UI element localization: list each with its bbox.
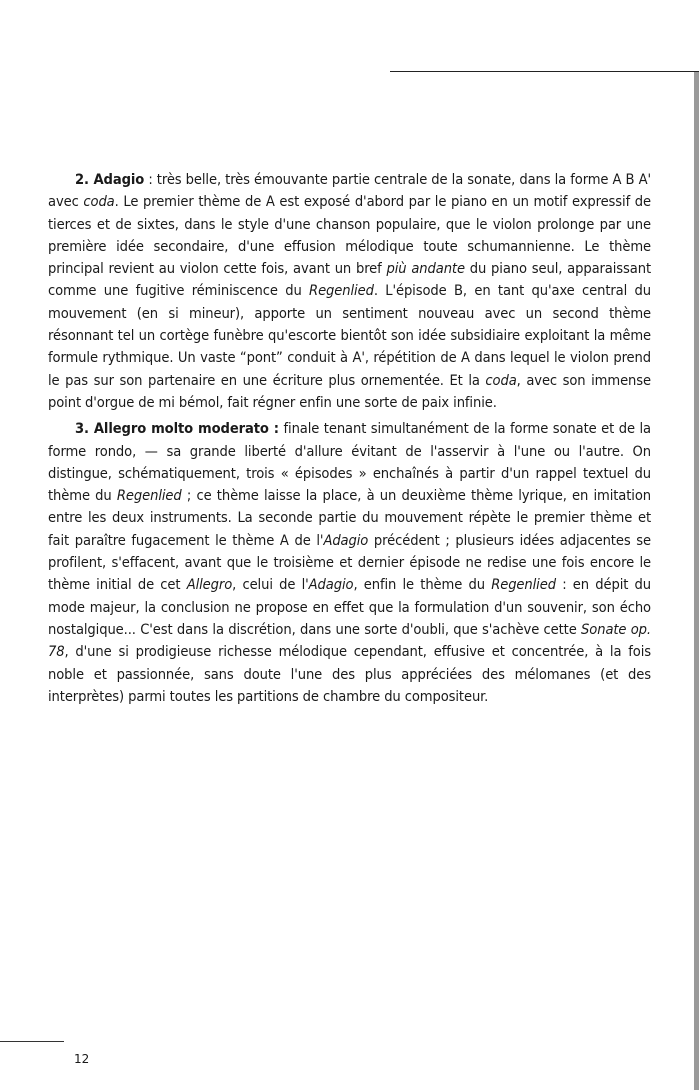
- paragraph-segment: coda: [83, 193, 115, 211]
- paragraph-segment: Regenlied: [116, 487, 182, 505]
- page-number: 12: [74, 1052, 90, 1066]
- paragraph-segment: Allegro: [186, 576, 233, 594]
- paragraph-segment: coda: [485, 371, 517, 389]
- paragraph-segment: Adagio: [323, 531, 369, 549]
- paragraph-segment: , d'une si prodigieuse richesse mélodique cependant, effusive et concentrée, à la fois noble et passionnée, sans doute l'une des plus appréciées des mélomanes (et des interprètes) parmi toutes les partitions de chambre du compositeur.: [48, 643, 651, 705]
- paragraph-segment: Sonate op. 78: [48, 620, 651, 661]
- paragraph-segment: finale tenant simultanément de la forme sonate et de la forme rondo, — sa grande liberté d'allure évitant de l'asservir à l'une ou l'autre. On distingue, schématiquement, trois « épisodes » enchaînés à partir d'un rappel textuel du thème du: [48, 420, 651, 505]
- page-edge-shadow: [694, 72, 699, 1090]
- paragraph-segment: du piano seul, apparaissant comme une fugitive réminiscence du: [48, 260, 651, 300]
- paragraph-heading: 2. Adagio: [75, 171, 145, 188]
- paragraph-segment: , avec son immense point d'orgue de mi bémol, fait régner enfin une sorte de paix infinie.: [48, 371, 651, 411]
- paragraph-segment: Regenlied: [309, 282, 374, 300]
- paragraph-segment: Regenlied: [491, 576, 556, 594]
- paragraph-allegro: [48, 418, 651, 708]
- paragraph-segment: . L'épisode B, en tant qu'axe central du mouvement (en si mineur), apporte un sentiment nouveau avec un second thème résonnant tel un cortège funèbre qu'escorte bientôt son idée subsidiaire exploitant la même formule rythmique. Un vaste “pont” conduit à A', répétition de A dans lequel le violon prend le pas sur son partenaire en une écriture plus ornementée. Et la: [48, 282, 651, 389]
- paragraph-segment: : très belle, très émouvante partie centrale de la sonate, dans la forme A B A' avec: [48, 171, 651, 211]
- paragraph-segment: Adagio: [308, 576, 354, 594]
- paragraph-segment: ; ce thème laisse la place, à un deuxième thème lyrique, en imitation entre les deux instruments. La seconde partie du mouvement répète le premier thème et fait paraître fugacement le thème A de l': [48, 487, 651, 549]
- body-text: [48, 169, 651, 708]
- footer-rule: [0, 1041, 64, 1042]
- paragraph-segment: précédent ; plusieurs idées adjacentes se profilent, s'effacent, avant que le troisième et dernier épisode ne redise une fois encore le thème initial de cet: [48, 531, 651, 594]
- paragraph-adagio: [48, 169, 651, 414]
- paragraph-heading: 3. Allegro molto moderato :: [75, 420, 279, 438]
- paragraph-segment: , celui de l': [232, 576, 309, 594]
- paragraph-segment: : en dépit du mode majeur, la conclusion ne propose en effet que la formulation d'un souvenir, son écho nostalgique... C'est dans la discrétion, dans une sorte d'oubli, que s'achève cette: [48, 576, 652, 638]
- paragraph-segment: , enfin le thème du: [353, 576, 492, 594]
- header-rule: [390, 71, 699, 72]
- paragraph-segment: più andante: [386, 260, 465, 278]
- paragraph-segment: . Le premier thème de A est exposé d'abord par le piano en un motif expressif de tierces et de sixtes, dans le style d'une chanson populaire, que le violon prolonge par une première idée secondaire, d'une effusion mélodique toute schumannienne. Le thème principal revient au violon cette fois, avant un bref: [48, 193, 651, 278]
